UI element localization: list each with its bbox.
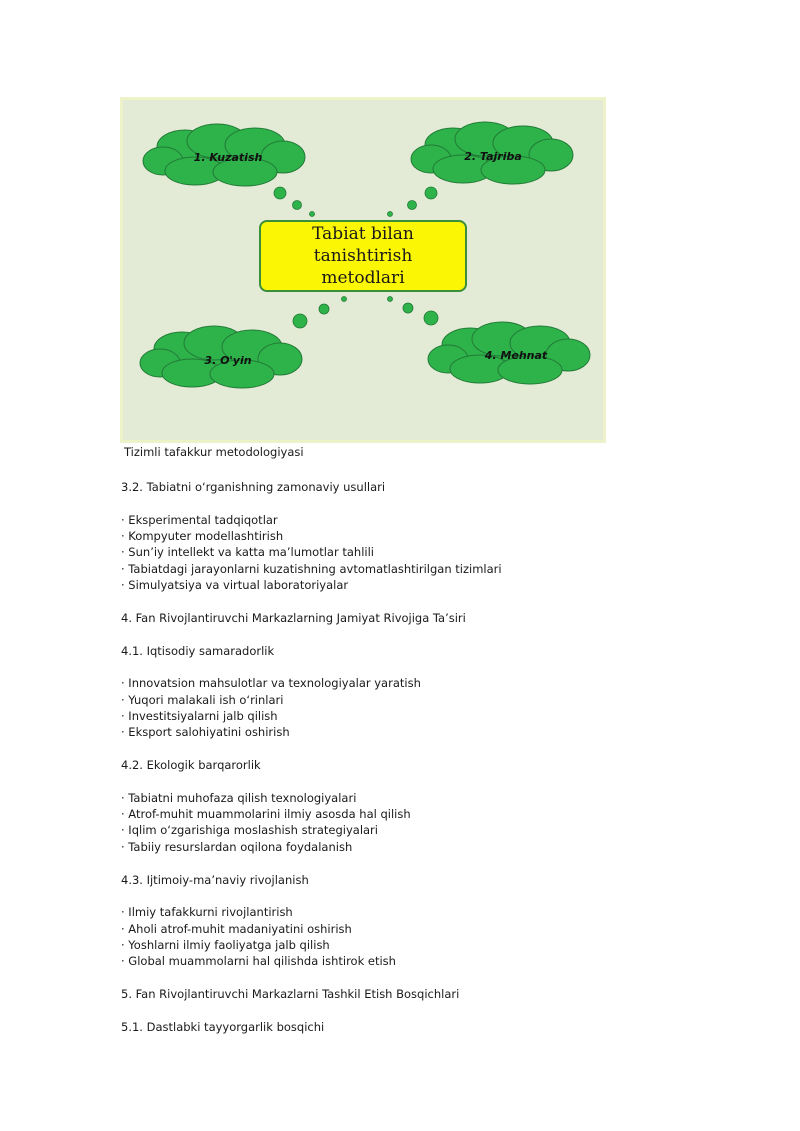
cloud-label-mehnat: 4. Mehnat [484,349,548,362]
section-heading-4-1: 4.1. Iqtisodiy samaradorlik [121,643,275,658]
center-title-line2: metodlari [321,268,405,288]
list-item: · Atrof-muhit muammolarini ilmiy asosda hal qilish [121,807,411,822]
section-heading-4-3: 4.3. Ijtimoiy-ma’naviy rivojlanish [121,872,309,887]
list-item: · Sun’iy intellekt va katta ma’lumotlar tahlili [121,545,374,560]
list-item: · Tabiatdagi jarayonlarni kuzatishning avtomatlashtirilgan tizimlari [121,561,502,576]
figure-caption: Tizimli tafakkur metodologiyasi [124,445,304,459]
list-item: · Global muammolarni hal qilishda ishtirok etish [121,954,396,969]
section-heading-3-2: 3.2. Tabiatni o‘rganishning zamonaviy usullari [121,480,386,494]
list-item: · Kompyuter modellashtirish [121,529,284,544]
list-item: · Tabiiy resurslardan oqilona foydalanish [121,839,353,854]
cloud-label-oyin: 3. O'yin [204,354,252,367]
list-item: · Eksport salohiyatini oshirish [121,725,290,740]
section-heading-5-1: 5.1. Dastlabki tayyorgarlik bosqichi [121,1019,325,1034]
list-item: · Simulyatsiya va virtual laboratoriyalar [121,577,349,592]
document-body [121,479,741,1035]
list-item: · Investitsiyalarni jalb qilish [121,708,278,723]
cloud-label-kuzatish: 1. Kuzatish [193,151,263,164]
list-item: · Iqlim o‘zgarishiga moslashish strategiyalari [121,823,378,838]
methods-diagram [120,97,606,443]
list-item: · Innovatsion mahsulotlar va texnologiyalar yaratish [121,676,421,691]
center-title-box [259,220,467,292]
center-title-line1: Tabiat bilan tanishtirish [312,224,414,266]
list-item: · Aholi atrof-muhit madaniyatini oshirish [121,921,352,936]
list-item: · Yuqori malakali ish o‘rinlari [121,692,284,707]
section-heading-4-2: 4.2. Ekologik barqarorlik [121,758,261,773]
list-item: · Yoshlarni ilmiy faoliyatga jalb qilish [121,937,330,952]
section-heading-5: 5. Fan Rivojlantiruvchi Markazlarni Tashkil Etish Bosqichlari [121,987,460,1002]
list-item: · Tabiatni muhofaza qilish texnologiyalari [121,790,357,805]
section-heading-4: 4. Fan Rivojlantiruvchi Markazlarning Jamiyat Rivojiga Ta’siri [121,610,466,625]
list-item: · Ilmiy tafakkurni rivojlantirish [121,905,293,920]
list-item: · Eksperimental tadqiqotlar [121,512,278,527]
cloud-label-tajriba: 2. Tajriba [464,150,522,163]
